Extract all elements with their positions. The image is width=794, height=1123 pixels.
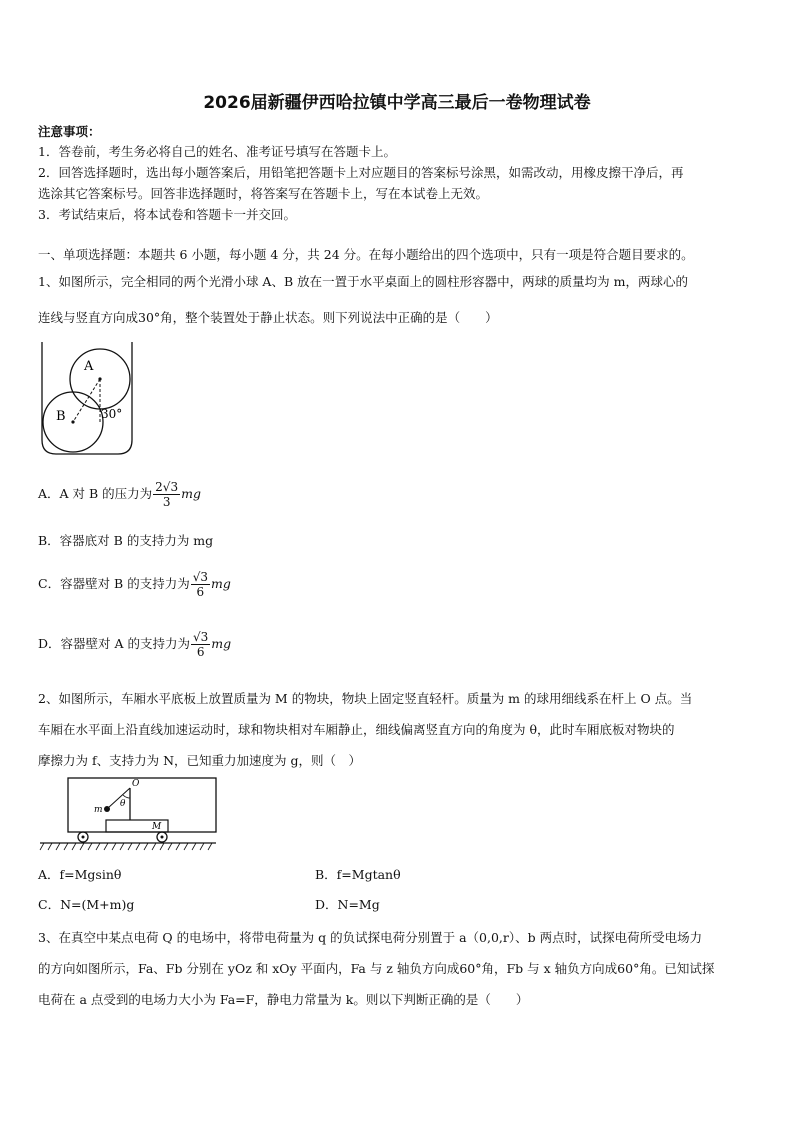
notice-heading: 注意事项： <box>38 124 101 139</box>
point-o-label: O <box>132 779 140 789</box>
q3-stem: 3、在真空中某点电荷 Q 的电场中，将带电荷量为 q 的负试探电荷分别置于 a（0,0,r）、b 两点时，试探电荷所受电场力 <box>38 930 703 945</box>
q2-figure <box>38 774 218 856</box>
q2-option-a: A．f=Mgsinθ <box>38 867 122 882</box>
q1-stem: 连线与竖直方向成30°角，整个装置处于静止状态。则下列说法中正确的是（ ） <box>38 310 498 325</box>
q3-stem: 电荷在 a 点受到的电场力大小为 Fa=F，静电力常量为 k。则以下判断正确的是（ ） <box>38 992 529 1007</box>
section-heading: 一、单项选择题：本题共 6 小题，每小题 4 分，共 24 分。在每小题给出的四个选项中，只有一项是符合题目要求的。 <box>38 247 694 262</box>
q1-stem: 1、如图所示，完全相同的两个光滑小球 A、B 放在一置于水平桌面上的圆柱形容器中，两球的质量均为 m，两球心的 <box>38 274 688 289</box>
theta-label: θ <box>120 799 126 809</box>
notice-item: 3．考试结束后，将本试卷和答题卡一并交回。 <box>38 207 296 222</box>
mass-big-m-label: M <box>152 822 162 832</box>
mass-m-label: m <box>94 805 103 815</box>
notice-item: 1．答卷前，考生务必将自己的姓名、准考证号填写在答题卡上。 <box>38 144 396 159</box>
q1-option-b: B．容器底对 B 的支持力为 mg <box>38 533 214 548</box>
angle-label: 30° <box>101 407 123 421</box>
q3-stem: 的方向如图所示，Fa、Fb 分别在 yOz 和 xOy 平面内，Fa 与 z 轴负方向成60°角，Fb 与 x 轴负方向成60°角。已知试探 <box>38 961 715 976</box>
q1-figure <box>38 340 138 460</box>
ball-b-label: B <box>56 409 66 424</box>
notice-item: 2．回答选择题时，选出每小题答案后，用铅笔把答题卡上对应题目的答案标号涂黑，如需改动，用橡皮擦干净后，再 <box>38 165 684 180</box>
q1-option-d: D．容器壁对 A 的支持力为 $\frac{√3}{6}$ mg <box>38 630 232 659</box>
page-title: 2026届新疆伊西哈拉镇中学高三最后一卷物理试卷 <box>203 93 591 113</box>
q2-stem: 车厢在水平面上沿直线加速运动时，球和物块相对车厢静止，细线偏离竖直方向的角度为 θ，此时车厢底板对物块的 <box>38 722 675 737</box>
q1-option-a: A．A 对 B 的压力为 $\frac{2√3}{3}$ mg <box>38 480 201 509</box>
notice-item: 选涂其它答案标号。回答非选择题时，将答案写在答题卡上，写在本试卷上无效。 <box>38 186 489 201</box>
q2-option-c: C．N=(M+m)g <box>38 897 135 912</box>
q2-option-d: D．N=Mg <box>315 897 380 912</box>
q2-stem: 摩擦力为 f、支持力为 N，已知重力加速度为 g，则（ ） <box>38 753 361 768</box>
ball-a-label: A <box>84 359 94 374</box>
q1-option-c: C．容器壁对 B 的支持力为 $\frac{√3}{6}$ mg <box>38 570 231 599</box>
q2-option-b: B．f=Mgtanθ <box>315 867 401 882</box>
q2-stem: 2、如图所示，车厢水平底板上放置质量为 M 的物块，物块上固定竖直轻杆。质量为 m 的球用细线系在杆上 O 点。当 <box>38 691 693 706</box>
